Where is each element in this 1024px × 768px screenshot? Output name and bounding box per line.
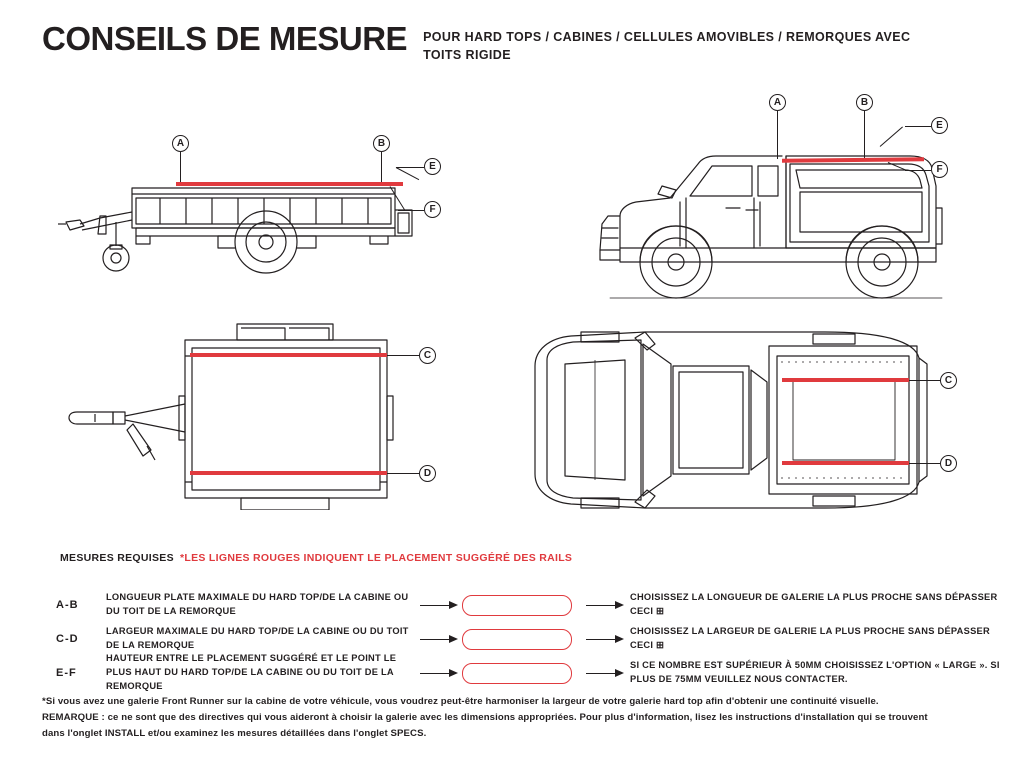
leader-b-truck-side xyxy=(864,111,865,159)
callout-c-truck-top: C xyxy=(940,372,957,389)
leader-a-truck-side xyxy=(777,111,778,159)
leader-e-trailer-side-h xyxy=(396,167,424,168)
measures-red-note: *LES LIGNES ROUGES INDIQUENT LE PLACEMENT SUGGÉRÉ DES RAILS xyxy=(180,552,573,564)
callout-a-trailer-side: A xyxy=(172,135,189,152)
measure-input-ab[interactable] xyxy=(462,595,572,616)
leader-c-truck-top xyxy=(909,380,940,381)
arrow-right-icon xyxy=(572,668,630,678)
measure-result-cd: CHOISISSEZ LA LARGEUR DE GALERIE LA PLUS PROCHE SANS DÉPASSER CECI ⊞ xyxy=(630,626,990,650)
callout-a-truck-side: A xyxy=(769,94,786,111)
truck-top-rail-line-rear xyxy=(782,461,909,465)
arrow-right-icon xyxy=(572,634,630,644)
measure-code-cd: C-D xyxy=(56,633,79,645)
measure-row-cd xyxy=(56,622,1006,656)
arrow-right-icon xyxy=(416,600,462,610)
measure-input-ef[interactable] xyxy=(462,663,572,684)
callout-b-trailer-side: B xyxy=(373,135,390,152)
trailer-side-view-illustration xyxy=(40,150,440,310)
callout-d-trailer-top: D xyxy=(419,465,436,482)
callout-e-truck-side: E xyxy=(931,117,948,134)
leader-c-trailer-top xyxy=(387,355,419,356)
measure-input-cd[interactable] xyxy=(462,629,572,650)
callout-f-truck-side: F xyxy=(931,161,948,178)
measure-result-ab: CHOISISSEZ LA LONGUEUR DE GALERIE LA PLUS PROCHE SANS DÉPASSER CECI ⊞ xyxy=(630,592,998,616)
measure-desc-ef: HAUTEUR ENTRE LE PLACEMENT SUGGÉRÉ ET LE POINT LE PLUS HAUT DU HARD TOP/DE LA CABINE OU DU TOIT DE LA REMORQUE xyxy=(106,653,397,691)
leader-f-truck-side-h xyxy=(905,170,931,171)
page-subtitle: POUR HARD TOPS / CABINES / CELLULES AMOVIBLES / REMORQUES AVEC TOITS RIGIDE xyxy=(423,30,911,63)
arrow-right-icon xyxy=(572,600,630,610)
arrow-right-icon xyxy=(416,668,462,678)
measure-desc-cd: LARGEUR MAXIMALE DU HARD TOP/DE LA CABINE OU DU TOIT DE LA REMORQUE xyxy=(106,626,409,650)
callout-b-truck-side: B xyxy=(856,94,873,111)
callout-e-trailer-side: E xyxy=(424,158,441,175)
truck-top-view-illustration xyxy=(495,320,945,520)
truck-top-rail-line-front xyxy=(782,378,909,382)
trailer-top-rail-line-front xyxy=(190,353,387,357)
leader-d-truck-top xyxy=(909,463,940,464)
trailer-top-rail-line-rear xyxy=(190,471,387,475)
trailer-top-view-illustration xyxy=(55,320,435,510)
footnote-line-1: *Si vous avez une galerie Front Runner sur la cabine de votre véhicule, vous voudrez peut-être harmoniser la largeur de votre galerie hard top afin d'obtenir une continuité visuelle. xyxy=(42,696,879,707)
measure-row-ef xyxy=(56,653,1006,691)
footnote-block xyxy=(42,694,982,741)
page-header xyxy=(42,22,992,64)
measures-heading: MESURES REQUISES xyxy=(60,552,174,564)
callout-d-truck-top: D xyxy=(940,455,957,472)
truck-side-view-illustration xyxy=(490,120,960,310)
leader-f-trailer-side-h xyxy=(398,210,424,211)
measure-result-ef: SI CE NOMBRE EST SUPÉRIEUR À 50MM CHOISISSEZ L'OPTION « LARGE ». SI PLUS DE 75MM VEUILLEZ NOUS CONTACTER. xyxy=(630,660,1000,684)
footnote-line-3: dans l'onglet INSTALL et/ou examinez les mesures détaillées dans l'onglet SPECS. xyxy=(42,727,427,739)
leader-d-trailer-top xyxy=(387,473,419,474)
measure-code-ef: E-F xyxy=(56,667,77,679)
leader-a-trailer-side xyxy=(180,152,181,184)
measure-desc-ab: LONGUEUR PLATE MAXIMALE DU HARD TOP/DE LA CABINE OU DU TOIT DE LA REMORQUE xyxy=(106,592,409,616)
measure-code-ab: A-B xyxy=(56,599,79,611)
callout-c-trailer-top: C xyxy=(419,347,436,364)
leader-b-trailer-side xyxy=(381,152,382,184)
footnote-line-2: REMARQUE : ce ne sont que des directives qui vous aideront à choisir la galerie avec les dimensions appropriées. Pour plus d'information, lisez les instructions d'installation qui se trouvent xyxy=(42,711,928,723)
callout-f-trailer-side: F xyxy=(424,201,441,218)
measure-row-ab xyxy=(56,588,1006,622)
arrow-right-icon xyxy=(416,634,462,644)
page-title: CONSEILS DE MESURE xyxy=(42,20,408,57)
trailer-side-rail-line xyxy=(176,182,403,186)
leader-e-truck-side-h xyxy=(905,126,931,127)
